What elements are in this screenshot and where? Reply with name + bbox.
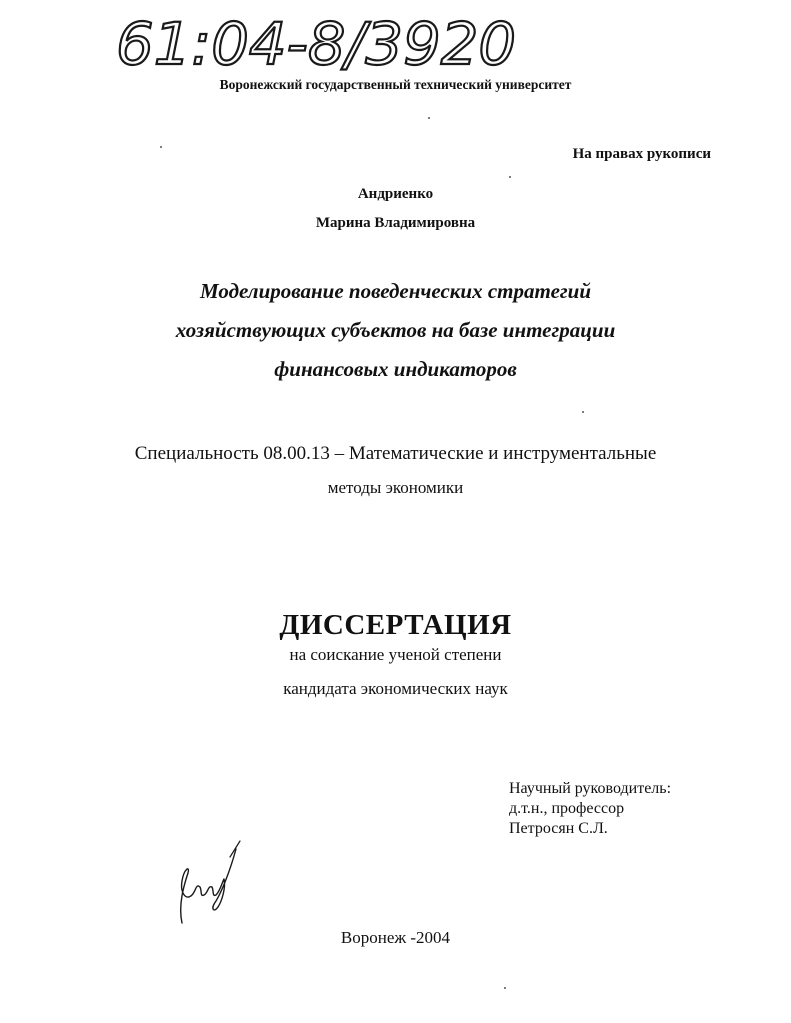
specialty-line: методы экономики <box>327 478 464 497</box>
handwritten-code-text: 61:04-8/3920 <box>116 10 516 76</box>
scan-speck <box>582 411 584 413</box>
scan-speck <box>160 146 162 148</box>
scan-speck <box>504 987 506 989</box>
university-name: Воронежский государственный технический университет <box>219 77 572 92</box>
advisor-degree: д.т.н., профессор <box>509 800 625 817</box>
thesis-title-line: Моделирование поведенческих стратегий <box>199 279 592 303</box>
thesis-title-line: финансовых индикаторов <box>274 357 517 381</box>
document-type-heading: ДИССЕРТАЦИЯ <box>279 609 512 641</box>
scan-speck <box>428 117 430 119</box>
handwritten-catalog-code <box>112 4 532 76</box>
author-surname: Андриенко <box>357 186 434 202</box>
rights-note: На правах рукописи <box>572 146 711 162</box>
degree-line: на соискание ученой степени <box>289 645 502 664</box>
advisor-name: Петросян С.Л. <box>509 820 608 837</box>
degree-line: кандидата экономических наук <box>283 679 508 698</box>
thesis-title-line: хозяйствующих субъектов на базе интеграции <box>175 318 616 342</box>
city-year: Воронеж -2004 <box>340 928 451 947</box>
author-given-names: Марина Владимировна <box>315 215 476 231</box>
specialty-line: Специальность 08.00.13 – Математические и инструментальные <box>134 443 657 464</box>
advisor-label: Научный руководитель: <box>509 780 672 797</box>
scan-speck <box>509 176 511 178</box>
signature <box>170 835 250 930</box>
